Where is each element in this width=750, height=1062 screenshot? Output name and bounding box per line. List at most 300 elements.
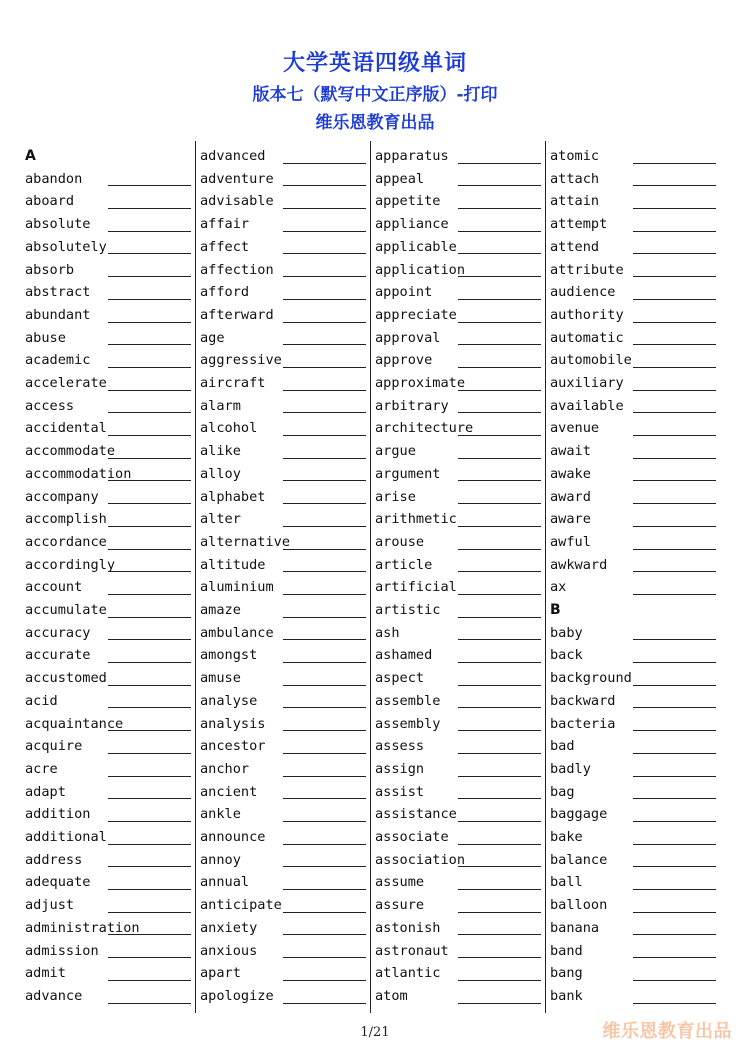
word-row: [550, 803, 716, 826]
english-word: ash: [375, 624, 400, 641]
word-row: [25, 168, 191, 191]
english-word: assemble: [375, 692, 441, 709]
word-row: [550, 349, 716, 372]
word-row: [200, 917, 366, 940]
english-word: article: [375, 556, 433, 573]
word-row: [25, 758, 191, 781]
word-row: [25, 417, 191, 440]
answer-blank: [108, 367, 191, 368]
english-word: announce: [200, 829, 266, 845]
word-row: [550, 327, 716, 350]
answer-blank: [283, 889, 366, 890]
word-row: [550, 644, 716, 667]
english-word: ashamed: [375, 647, 433, 664]
answer-blank: [283, 776, 366, 777]
answer-blank: [458, 231, 541, 232]
word-row: [375, 508, 541, 531]
page-subtitle: 版本七（默写中文正序版）-打印: [252, 85, 498, 105]
answer-blank: [458, 299, 541, 300]
page-number: 1/21: [360, 1025, 390, 1040]
word-row: [200, 644, 366, 667]
word-row: [550, 985, 716, 1008]
word-row: [25, 871, 191, 894]
word-row: [550, 576, 716, 599]
english-word: accidental: [25, 420, 107, 437]
answer-blank: [283, 707, 366, 708]
answer-blank: [108, 707, 191, 708]
answer-blank: [633, 299, 716, 300]
english-word: attend: [550, 238, 600, 255]
english-word: attain: [550, 193, 600, 210]
english-word: assess: [375, 738, 425, 755]
word-row: [375, 213, 541, 236]
word-row: [25, 440, 191, 463]
word-row: [25, 962, 191, 985]
english-word: banana: [550, 919, 600, 936]
answer-blank: [633, 662, 716, 663]
answer-blank: [633, 503, 716, 504]
english-word: bacteria: [550, 715, 616, 732]
english-word: arbitrary: [375, 397, 449, 414]
answer-blank: [458, 344, 541, 345]
word-row: [25, 985, 191, 1008]
word-row: [25, 735, 191, 758]
english-word: auxiliary: [550, 375, 624, 391]
word-row: [200, 599, 366, 622]
answer-blank: [283, 549, 366, 550]
english-word: access: [25, 397, 75, 414]
answer-blank: [633, 367, 716, 368]
word-row: [550, 417, 716, 440]
english-word: afterward: [200, 306, 274, 323]
word-row: [200, 281, 366, 304]
word-row: [25, 599, 191, 622]
word-row: [200, 463, 366, 486]
answer-blank: [633, 322, 716, 323]
english-word: aboard: [25, 193, 75, 210]
answer-blank: [458, 185, 541, 186]
answer-blank: [283, 617, 366, 618]
english-word: audience: [550, 284, 616, 301]
english-word: atomic: [550, 148, 600, 164]
english-word: appeal: [375, 170, 425, 187]
english-word: absolute: [25, 216, 91, 233]
english-word: account: [25, 579, 83, 596]
word-row: [200, 236, 366, 259]
english-word: assume: [375, 874, 425, 891]
publisher-line: 维乐恩教育出品: [315, 113, 435, 133]
word-row: [375, 599, 541, 622]
answer-blank: [458, 798, 541, 799]
english-word: available: [550, 397, 624, 414]
english-word: advanced: [200, 148, 266, 164]
answer-blank: [108, 253, 191, 254]
english-word: afford: [200, 284, 250, 301]
english-word: abstract: [25, 284, 91, 301]
word-row: [550, 168, 716, 191]
answer-blank: [108, 617, 191, 618]
word-row: [375, 735, 541, 758]
answer-blank: [633, 594, 716, 595]
word-row: [375, 962, 541, 985]
answer-blank: [283, 571, 366, 572]
answer-blank: [458, 435, 541, 436]
english-word: adventure: [200, 170, 274, 187]
word-row: [200, 667, 366, 690]
word-row: [550, 781, 716, 804]
word-row: [375, 531, 541, 554]
word-row: [25, 372, 191, 395]
word-row: [200, 849, 366, 872]
english-word: anxiety: [200, 919, 258, 936]
answer-blank: [458, 934, 541, 935]
english-word: abandon: [25, 170, 83, 187]
english-word: abundant: [25, 306, 91, 323]
answer-blank: [458, 571, 541, 572]
answer-blank: [283, 390, 366, 391]
word-row: [25, 826, 191, 849]
english-word: artistic: [375, 602, 441, 618]
english-word: association: [375, 851, 466, 868]
english-word: affect: [200, 238, 250, 255]
answer-blank: [108, 776, 191, 777]
english-word: ball: [550, 874, 583, 891]
english-word: amongst: [200, 647, 258, 664]
word-row: [25, 531, 191, 554]
word-row: [25, 622, 191, 645]
answer-blank: [633, 390, 716, 391]
vocabulary-grid: [20, 141, 725, 1013]
answer-blank: [283, 163, 366, 164]
answer-blank: [283, 1003, 366, 1004]
word-row: [550, 213, 716, 236]
word-row: [375, 395, 541, 418]
english-word: amaze: [200, 602, 241, 618]
answer-blank: [458, 776, 541, 777]
english-word: anchor: [200, 760, 250, 777]
english-word: assign: [375, 760, 425, 777]
word-row: [550, 486, 716, 509]
english-word: appoint: [375, 284, 433, 301]
answer-blank: [108, 685, 191, 686]
answer-blank: [458, 503, 541, 504]
english-word: accordingly: [25, 556, 116, 573]
word-row: [375, 463, 541, 486]
answer-blank: [458, 866, 541, 867]
english-word: artificial: [375, 579, 457, 596]
english-word: appliance: [375, 216, 449, 233]
english-word: application: [375, 261, 466, 278]
english-word: administration: [25, 919, 140, 936]
word-column-2: [195, 141, 371, 1013]
word-row: [375, 190, 541, 213]
english-word: abuse: [25, 329, 66, 346]
word-row: [550, 667, 716, 690]
word-row: [25, 644, 191, 667]
english-word: additional: [25, 829, 107, 845]
english-word: arithmetic: [375, 511, 457, 528]
word-row: [200, 690, 366, 713]
word-row: [375, 667, 541, 690]
word-row: [550, 281, 716, 304]
answer-blank: [283, 276, 366, 277]
answer-blank: [108, 957, 191, 958]
word-row: [200, 622, 366, 645]
answer-blank: [633, 480, 716, 481]
word-row: [25, 554, 191, 577]
answer-blank: [108, 730, 191, 731]
answer-blank: [283, 957, 366, 958]
answer-blank: [633, 730, 716, 731]
answer-blank: [283, 844, 366, 845]
word-row: [25, 849, 191, 872]
answer-blank: [633, 707, 716, 708]
english-word: approve: [375, 352, 433, 369]
answer-blank: [283, 480, 366, 481]
word-row: [200, 304, 366, 327]
answer-blank: [458, 253, 541, 254]
answer-blank: [108, 412, 191, 413]
word-row: [200, 940, 366, 963]
word-row: [25, 327, 191, 350]
answer-blank: [458, 412, 541, 413]
english-word: amuse: [200, 670, 241, 687]
english-word: academic: [25, 352, 91, 369]
word-row: [550, 395, 716, 418]
word-column-4: [545, 141, 720, 1013]
word-row: [375, 145, 541, 168]
english-word: assistance: [375, 806, 457, 823]
word-row: [25, 690, 191, 713]
word-row: [375, 281, 541, 304]
letter-heading-label: A: [25, 148, 36, 164]
answer-blank: [458, 889, 541, 890]
answer-blank: [633, 458, 716, 459]
english-word: bake: [550, 829, 583, 845]
english-word: automatic: [550, 329, 624, 346]
english-word: acre: [25, 760, 58, 777]
word-row: [375, 894, 541, 917]
answer-blank: [108, 276, 191, 277]
answer-blank: [633, 753, 716, 754]
word-row: [200, 985, 366, 1008]
word-row: [375, 576, 541, 599]
english-word: altitude: [200, 556, 266, 573]
word-row: [25, 894, 191, 917]
english-word: appetite: [375, 193, 441, 210]
answer-blank: [108, 934, 191, 935]
english-word: accurate: [25, 647, 91, 664]
english-word: attempt: [550, 216, 608, 233]
word-row: [200, 713, 366, 736]
english-word: applicable: [375, 238, 457, 255]
answer-blank: [108, 526, 191, 527]
answer-blank: [108, 821, 191, 822]
answer-blank: [108, 503, 191, 504]
word-row: [375, 554, 541, 577]
word-row: [550, 440, 716, 463]
answer-blank: [458, 821, 541, 822]
word-row: [375, 304, 541, 327]
word-row: [200, 962, 366, 985]
word-row: [200, 213, 366, 236]
word-row: [25, 304, 191, 327]
english-word: assembly: [375, 715, 441, 732]
word-row: [200, 735, 366, 758]
letter-heading: [25, 145, 191, 168]
word-row: [550, 940, 716, 963]
word-row: [200, 417, 366, 440]
word-row: [550, 259, 716, 282]
english-word: awful: [550, 533, 591, 550]
english-word: adjust: [25, 897, 75, 914]
word-row: [550, 372, 716, 395]
answer-blank: [283, 412, 366, 413]
english-word: baby: [550, 624, 583, 641]
answer-blank: [283, 231, 366, 232]
answer-blank: [633, 253, 716, 254]
answer-blank: [283, 503, 366, 504]
answer-blank: [458, 639, 541, 640]
english-word: affair: [200, 216, 250, 233]
answer-blank: [633, 980, 716, 981]
word-row: [25, 349, 191, 372]
english-word: accomplish: [25, 511, 107, 528]
answer-blank: [633, 776, 716, 777]
answer-blank: [633, 934, 716, 935]
watermark-logo: 维乐恩教育出品: [602, 1021, 732, 1042]
answer-blank: [283, 821, 366, 822]
answer-blank: [283, 458, 366, 459]
english-word: ancient: [200, 783, 258, 800]
word-row: [375, 440, 541, 463]
answer-blank: [633, 163, 716, 164]
word-row: [25, 803, 191, 826]
english-word: atlantic: [375, 965, 441, 982]
answer-blank: [283, 526, 366, 527]
word-row: [375, 644, 541, 667]
answer-blank: [633, 957, 716, 958]
page-title: 大学英语四级单词: [282, 51, 467, 76]
word-row: [550, 962, 716, 985]
word-column-3: [370, 141, 546, 1013]
answer-blank: [458, 685, 541, 686]
answer-blank: [633, 685, 716, 686]
word-row: [550, 713, 716, 736]
word-row: [550, 871, 716, 894]
english-word: awake: [550, 465, 591, 482]
answer-blank: [633, 344, 716, 345]
answer-blank: [108, 435, 191, 436]
word-row: [375, 168, 541, 191]
word-row: [375, 758, 541, 781]
english-word: anticipate: [200, 897, 282, 914]
answer-blank: [108, 571, 191, 572]
word-row: [200, 554, 366, 577]
english-word: accordance: [25, 533, 107, 550]
answer-blank: [458, 549, 541, 550]
answer-blank: [458, 322, 541, 323]
word-row: [375, 849, 541, 872]
word-row: [25, 667, 191, 690]
word-row: [200, 145, 366, 168]
english-word: authority: [550, 306, 624, 323]
english-word: attach: [550, 170, 600, 187]
english-word: accompany: [25, 488, 99, 505]
word-row: [375, 690, 541, 713]
word-row: [550, 917, 716, 940]
word-row: [200, 894, 366, 917]
word-row: [550, 145, 716, 168]
word-row: [25, 190, 191, 213]
english-word: astonish: [375, 919, 441, 936]
answer-blank: [633, 526, 716, 527]
word-row: [25, 940, 191, 963]
word-row: [375, 803, 541, 826]
answer-blank: [283, 253, 366, 254]
english-word: adapt: [25, 783, 66, 800]
english-word: aspect: [375, 670, 425, 687]
word-row: [375, 372, 541, 395]
english-word: ankle: [200, 806, 241, 823]
word-row: [550, 826, 716, 849]
answer-blank: [458, 662, 541, 663]
word-row: [550, 190, 716, 213]
english-word: ancestor: [200, 738, 266, 755]
word-row: [375, 417, 541, 440]
word-row: [375, 940, 541, 963]
word-row: [25, 781, 191, 804]
english-word: aggressive: [200, 352, 282, 369]
word-row: [200, 781, 366, 804]
answer-blank: [108, 662, 191, 663]
word-row: [550, 690, 716, 713]
answer-blank: [283, 594, 366, 595]
english-word: anxious: [200, 942, 258, 959]
word-row: [550, 463, 716, 486]
word-row: [200, 395, 366, 418]
english-word: balloon: [550, 897, 608, 914]
word-row: [25, 576, 191, 599]
word-row: [550, 735, 716, 758]
english-word: accommodation: [25, 465, 132, 482]
word-row: [375, 985, 541, 1008]
english-word: automobile: [550, 352, 632, 369]
english-word: absorb: [25, 261, 75, 278]
word-row: [375, 236, 541, 259]
answer-blank: [458, 208, 541, 209]
word-row: [550, 554, 716, 577]
word-row: [200, 168, 366, 191]
word-row: [25, 395, 191, 418]
answer-blank: [108, 390, 191, 391]
answer-blank: [458, 480, 541, 481]
english-word: alternative: [200, 533, 291, 550]
answer-blank: [108, 866, 191, 867]
answer-blank: [108, 1003, 191, 1004]
english-word: alcohol: [200, 420, 258, 437]
letter-heading-label: B: [550, 602, 561, 618]
answer-blank: [458, 367, 541, 368]
answer-blank: [458, 1003, 541, 1004]
answer-blank: [283, 208, 366, 209]
answer-blank: [458, 753, 541, 754]
answer-blank: [458, 844, 541, 845]
english-word: advisable: [200, 193, 274, 210]
answer-blank: [283, 934, 366, 935]
answer-blank: [633, 912, 716, 913]
english-word: address: [25, 851, 83, 868]
